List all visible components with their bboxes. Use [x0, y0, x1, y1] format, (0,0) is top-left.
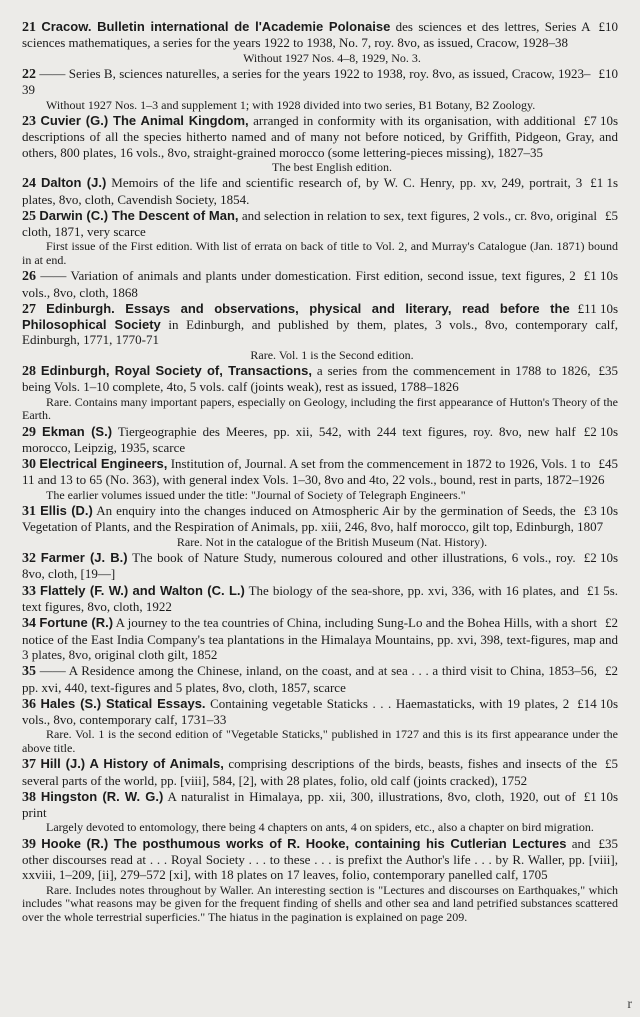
entry-note: Without 1927 Nos. 1–3 and supplement 1; with 1928 divided into two series, B1 Botany, B2 Zoology.: [46, 97, 536, 112]
entry-21: [22, 19, 618, 51]
entry-24: [22, 175, 618, 207]
entry-text: Containing vegetable Staticks . . . Haemastaticks, with 19 plates, 2 vols., 8vo, contemporary calf, 1731–33: [22, 695, 570, 728]
lot-number: 21: [22, 20, 36, 35]
lot-number: 39: [22, 836, 36, 852]
entry-text: and selection in relation to sex, text figures, 2 vols., cr. 8vo, original cloth, 1871, very scarce: [22, 207, 597, 240]
ditto-dash: ——: [39, 663, 66, 679]
price: £1 10s: [583, 788, 618, 804]
price: £1 10s: [583, 268, 618, 284]
entry-text: des sciences et des lettres, Series A sciences mathematiques, a series for the years 1922 to 1938, No. 7, roy. 8vo, as issued, Cracow, 1928–38: [22, 19, 591, 51]
lot-number: 35: [22, 664, 36, 680]
entry-note: First issue of the First edition. With list of errata on back of title to Vol. 2, and Murray's Catalogue (Jan. 1871) bound in at end.: [22, 239, 618, 267]
entry-note: Rare. Vol. 1 is the Second edition.: [250, 347, 414, 362]
entry-23: [22, 113, 618, 160]
entry-title: Electrical Engineers,: [39, 456, 168, 472]
entry-note: Rare. Vol. 1 is the second edition of "Vegetable Staticks," published in 1727 and this is its first appearance under the above title.: [22, 727, 618, 755]
lot-number: 24: [22, 176, 36, 192]
lot-number: 31: [22, 504, 36, 520]
price: £5: [605, 207, 618, 223]
entry-text: Variation of animals and plants under domestication. First edition, second issue, text figures, 2 vols., 8vo, cloth, 1868: [22, 268, 576, 300]
lot-number: 25: [22, 208, 36, 224]
lot-number: 28: [22, 364, 36, 380]
entry-text: A Residence among the Chinese, inland, on the coast, and at sea . . . a third visit to China, 1853–56, pp. xvi, 440, text-figures and 5 plates, 8vo, cloth, 1857, scarce: [22, 663, 597, 695]
entry-25: [22, 208, 618, 240]
entry-35: [22, 663, 618, 695]
entry-note: Rare. Contains many important papers, especially on Geology, including the first appearance of Hutton's Theory of the Earth.: [22, 394, 618, 423]
lot-number: 29: [22, 424, 36, 440]
price: £10: [598, 19, 618, 34]
entry-text: arranged in conformity with its organisation, with additional descriptions of all the species hitherto named and of many not before noticed, by Griffith, Pidgeon, Gray, and others, 800 plates, 16 vols., 8vo, straight-grained morocco (some lettering-pieces missing), 1827–35: [22, 113, 618, 160]
entry-title: Hales (S.) Statical Essays.: [40, 695, 206, 711]
entry-title: Darwin (C.) The Descent of Man,: [39, 207, 239, 223]
entry-title: Cuvier (G.) The Animal Kingdom,: [40, 113, 249, 128]
entry-39: [22, 836, 618, 883]
price: £35: [598, 363, 618, 379]
entry-text: Series B, sciences naturelles, a series for the years 1922 to 1938, roy. 8vo, as issued, Cracow, 1923–39: [22, 66, 591, 98]
entry-title: Hingston (R. W. G.): [40, 788, 164, 804]
lot-number: 37: [22, 757, 36, 773]
lot-number: 30: [22, 457, 36, 473]
entry-title: Ekman (S.): [42, 423, 113, 439]
entry-note: Without 1927 Nos. 4–8, 1929, No. 3.: [243, 50, 421, 65]
entry-text: An enquiry into the changes induced on Atmospheric Air by the germination of Seeds, the Vegetation of Plants, and the Respiration of Animals, pp. xiii, 246, 8vo, half morocco, gilt top, Edinburgh, 1807: [22, 503, 604, 535]
entry-title: Fortune (R.): [39, 615, 114, 631]
lot-number: 36: [22, 696, 36, 712]
entry-title: Edinburgh. Essays and observations, physical and literary, read before the Philosophical Society: [22, 300, 570, 333]
price: £2 10s: [583, 550, 618, 566]
entry-text: The book of Nature Study, numerous coloured and other illustrations, 6 vols., roy. 8vo, cloth, [19—]: [22, 550, 576, 582]
lot-number: 34: [22, 616, 36, 632]
entry-text: comprising descriptions of the birds, beasts, fishes and insects of the several parts of the world, pp. [viii], 584, [2], with 28 plates, folio, old calf (joints cracked), 1752: [22, 756, 598, 788]
entry-33: [22, 583, 618, 615]
entry-32: [22, 550, 618, 582]
entry-text: Memoirs of the life and scientific research of, by W. C. Henry, pp. xv, 249, portrait, 3 plates, 8vo, cloth, Cavendish Society, 1854.: [22, 175, 583, 207]
entry-text: A journey to the tea countries of China, including Sung-Lo and the Bohea Hills, with a short notice of the East India Company's tea plantations in the Himalaya Mountains, pp. xvi, 398, text-figures, map and 3 plates, 8vo, original cloth gilt, 1852: [22, 615, 618, 662]
page-corner-mark: r: [627, 997, 632, 1012]
entry-27: [22, 301, 618, 348]
entry-title: Dalton (J.): [41, 175, 107, 191]
entry-text: in Edinburgh, and published by them, plates, 3 vols., 8vo, contemporary calf, Edinburgh, 1771, 1770-71: [22, 317, 619, 348]
entry-title: Hill (J.) A History of Animals,: [40, 756, 224, 772]
entry-text: a series from the commencement in 1788 to 1826, being Vols. 1–10 complete, 4to, 5 vols. calf (joints weak), rest as issued, 1788–1826: [22, 363, 591, 395]
entry-title: Ellis (D.): [40, 503, 93, 519]
entry-title: Flattely (F. W.) and Walton (C. L.): [40, 582, 245, 598]
entry-34: [22, 615, 618, 662]
entry-note: The best English edition.: [272, 159, 392, 174]
price: £5: [605, 756, 618, 772]
lot-number: 22: [22, 67, 36, 82]
entry-text: and other discourses read at . . . Royal Society . . . to these . . . is prefixt the Author's life . . . by R. Waller, pp. [viii], xxviii, 1–209, [ii], 279–572 [xi], with 18 plates on 17 leaves, folio, contemporary panelled calf, 1705: [22, 835, 618, 883]
lot-number: 23: [22, 114, 36, 129]
price: £2: [605, 663, 618, 679]
entry-28: [22, 363, 618, 395]
entry-title: Cracow. Bulletin international de l'Academie Polonaise: [41, 19, 391, 34]
ditto-dash: ——: [40, 268, 67, 284]
entry-26: [22, 268, 618, 300]
price: £45: [598, 456, 618, 472]
entry-note: Largely devoted to entomology, there being 4 chapters on ants, 4 on spiders, etc., also a chapter on bird migration.: [46, 820, 594, 835]
entry-title: Hooke (R.) The posthumous works of R. Hooke, containing his Cutlerian Lectures: [41, 835, 567, 851]
entry-31: [22, 503, 618, 535]
price: £10: [598, 66, 618, 81]
price: £2 10s: [583, 423, 618, 439]
price: £1 5s.: [586, 582, 618, 598]
price: £3 10s: [583, 503, 618, 519]
entry-text: The biology of the sea-shore, pp. xvi, 336, with 16 plates, and text figures, 8vo, cloth, 1922: [22, 582, 579, 615]
entry-text: Tiergeographie des Meeres, pp. xii, 542, with 244 text figures, roy. 8vo, new half morocco, Leipzig, 1935, scarce: [22, 423, 576, 455]
entry-title: Farmer (J. B.): [40, 550, 128, 566]
entry-note: The earlier volumes issued under the title: "Journal of Society of Telegraph Engineers.": [46, 487, 466, 502]
entry-note: Rare. Includes notes throughout by Waller. An interesting section is "Lectures and discourses on Earthquakes," which includes "what reasons may be given for the frequent finding of shells and other sea and land petrified substances scattered over the whole terrestrial superficies." The hiatus in the pagination is explained on page 209.: [22, 882, 618, 924]
entry-22: [22, 66, 618, 98]
entry-note: Rare. Not in the catalogue of the British Museum (Nat. History).: [176, 534, 488, 549]
price: £2: [605, 615, 618, 631]
entry-37: [22, 756, 618, 788]
entry-30: [22, 456, 618, 488]
price: £11 10s: [577, 300, 618, 316]
price: £35: [598, 835, 618, 851]
lot-number: 32: [22, 551, 36, 567]
entry-title: Edinburgh, Royal Society of, Transactions,: [40, 363, 312, 379]
lot-number: 38: [22, 789, 36, 805]
lot-number: 27: [22, 301, 36, 317]
entry-36: [22, 696, 618, 728]
entry-29: [22, 424, 618, 456]
price: £1 1s: [590, 175, 618, 191]
entry-38: [22, 789, 618, 821]
entry-text: Institution of, Journal. A set from the commencement in 1872 to 1926, Vols. 1 to 11 and 13 to 65 (No. 363), with general index Vols. 1–30, 8vo and 4to, 22 vols., bound, rest in parts, 1872–1926: [22, 456, 605, 488]
entry-text: A naturalist in Himalaya, pp. xii, 300, illustrations, 8vo, cloth, 1920, out of print: [22, 788, 576, 821]
lot-number: 33: [22, 583, 36, 599]
ditto-dash: ——: [39, 66, 66, 81]
price: £7 10s: [583, 113, 618, 128]
price: £14 10s: [577, 695, 618, 711]
lot-number: 26: [22, 269, 36, 285]
